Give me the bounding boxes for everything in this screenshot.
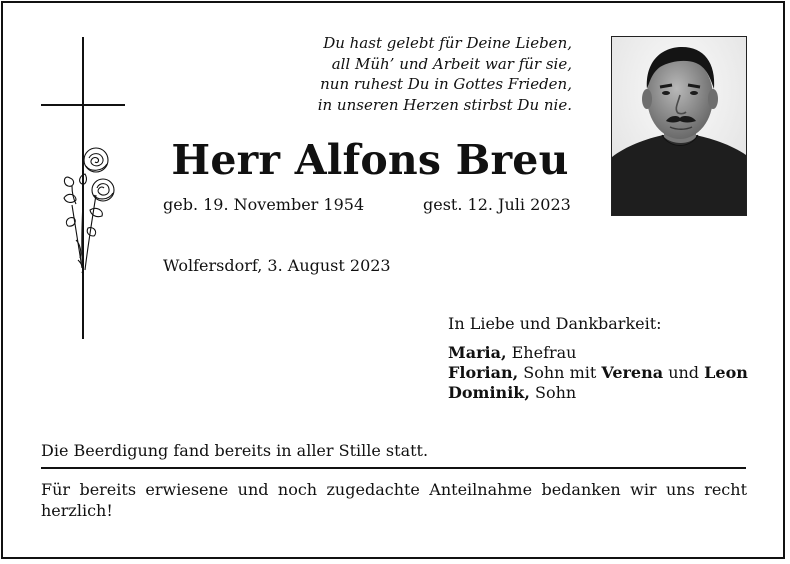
mourner-relation: Ehefrau	[506, 343, 577, 362]
mourner-entry	[448, 363, 748, 383]
divider	[41, 467, 746, 469]
verse-line: all Müh’ und Arbeit war für sie,	[331, 54, 572, 73]
cross-bar	[41, 104, 125, 106]
mourner-name: Verena	[601, 363, 664, 382]
mourner-entry	[448, 343, 748, 363]
mourner-conjunction: und	[663, 363, 705, 382]
mourner-name: Maria,	[448, 343, 507, 362]
mourner-name: Florian,	[448, 363, 519, 382]
mourners-intro: In Liebe und Dankbarkeit:	[448, 314, 662, 333]
deceased-name: Herr Alfons Breu	[171, 136, 569, 184]
mourners-list	[448, 314, 748, 403]
mourner-entry	[448, 383, 748, 403]
memorial-verse	[300, 33, 572, 115]
thanks-note: Für bereits erwiesene und noch zugedachte Anteilnahme bedanken wir uns recht herzlich!	[41, 480, 747, 520]
verse-line: in unseren Herzen stirbst Du nie.	[317, 95, 572, 114]
burial-note: Die Beerdigung fand bereits in aller Stille statt.	[41, 441, 429, 460]
mourner-name: Leon	[704, 363, 748, 382]
verse-line: nun ruhest Du in Gottes Frieden,	[320, 75, 572, 93]
roses-icon	[52, 140, 124, 275]
verse-line: Du hast gelebt für Deine Lieben,	[323, 34, 572, 52]
mourner-relation: Sohn mit	[518, 363, 602, 382]
place-and-date: Wolfersdorf, 3. August 2023	[163, 256, 391, 275]
mourner-relation: Sohn	[529, 383, 577, 402]
portrait-photo	[611, 36, 747, 216]
death-date: gest. 12. Juli 2023	[423, 195, 571, 214]
mourner-name: Dominik,	[448, 383, 530, 402]
birth-date: geb. 19. November 1954	[163, 195, 365, 214]
